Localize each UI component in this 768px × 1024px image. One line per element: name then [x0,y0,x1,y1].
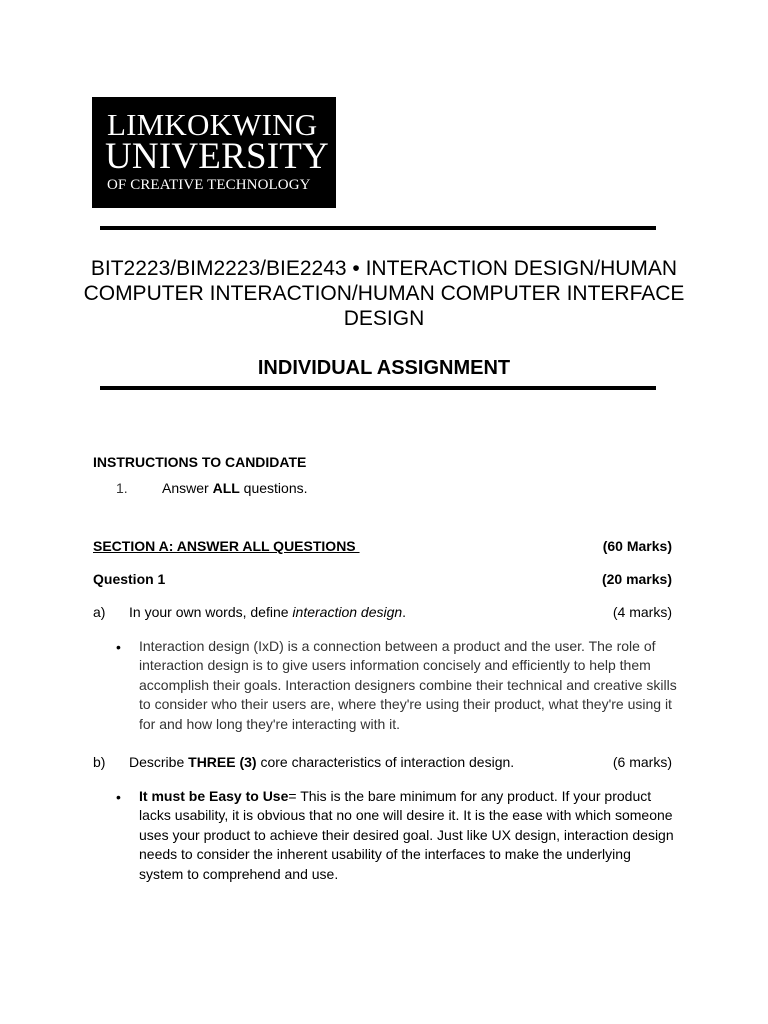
part-a-marks: (4 marks) [612,604,672,620]
part-b-answer [139,787,679,884]
instructions-heading: INSTRUCTIONS TO CANDIDATE [93,454,307,470]
part-b-text-pre: Describe [129,754,189,770]
part-a-label: a) [93,604,106,620]
logo-line-1: LIMKOKWING [107,107,318,142]
section-a-marks: (60 Marks) [602,538,672,554]
course-title: BIT2223/BIM2223/BIE2243 • INTERACTION DESIGN/HUMAN COMPUTER INTERACTION/HUMAN COMPUTER INTERFACE DESIGN [83,257,685,330]
part-b-question [129,754,514,771]
assignment-title: INDIVIDUAL ASSIGNMENT [257,357,511,379]
question-1-marks: (20 marks) [601,571,672,587]
part-a-answer: Interaction design (IxD) is a connection between a product and the user. The role of interaction design is to give users information concisely and efficiently to help them accomplish their goals. Interaction designers combine their technical and creative skills to consider who their users are, where they're using their product, what they're using it for and how long they're interacting with it. [139,638,677,732]
part-b-text-post: core characteristics of interaction design. [256,754,515,770]
part-a-text-pre: In your own words, define [129,604,293,620]
instruction-number: 1. [116,480,128,496]
instruction-text-post: questions. [239,480,308,496]
instruction-text-pre: Answer [162,480,213,496]
question-1-heading: Question 1 [93,571,166,587]
bullet-icon: • [116,639,121,655]
part-b-answer-text: = This is the bare minimum for any product. If your product lacks usability, it is obvious that no one will desire it. It is the ease with which someone uses your product to achieve their desired goal. Just like UX design, interaction design needs to consider the inherent usability of the interfaces to make the underlying system to comprehend and use. [139,788,674,882]
logo-line-2: UNIVERSITY [105,136,329,177]
part-b-label: b) [93,754,106,770]
instruction-text-bold: ALL [212,480,240,496]
bottom-rule [100,386,656,390]
part-a-text-italic: interaction design [292,604,403,620]
top-rule [100,226,656,230]
part-b-marks: (6 marks) [612,754,672,770]
section-a-heading: SECTION A: ANSWER ALL QUESTIONS [93,538,360,554]
bullet-icon: • [116,789,121,805]
part-a-question [129,604,406,621]
part-b-answer-bold: It must be Easy to Use [139,788,289,804]
part-a-text-post: . [402,604,407,620]
instruction-text [162,480,308,497]
university-logo [92,97,336,208]
part-b-text-bold: THREE (3) [188,754,257,770]
logo-line-3: OF CREATIVE TECHNOLOGY [107,177,311,193]
